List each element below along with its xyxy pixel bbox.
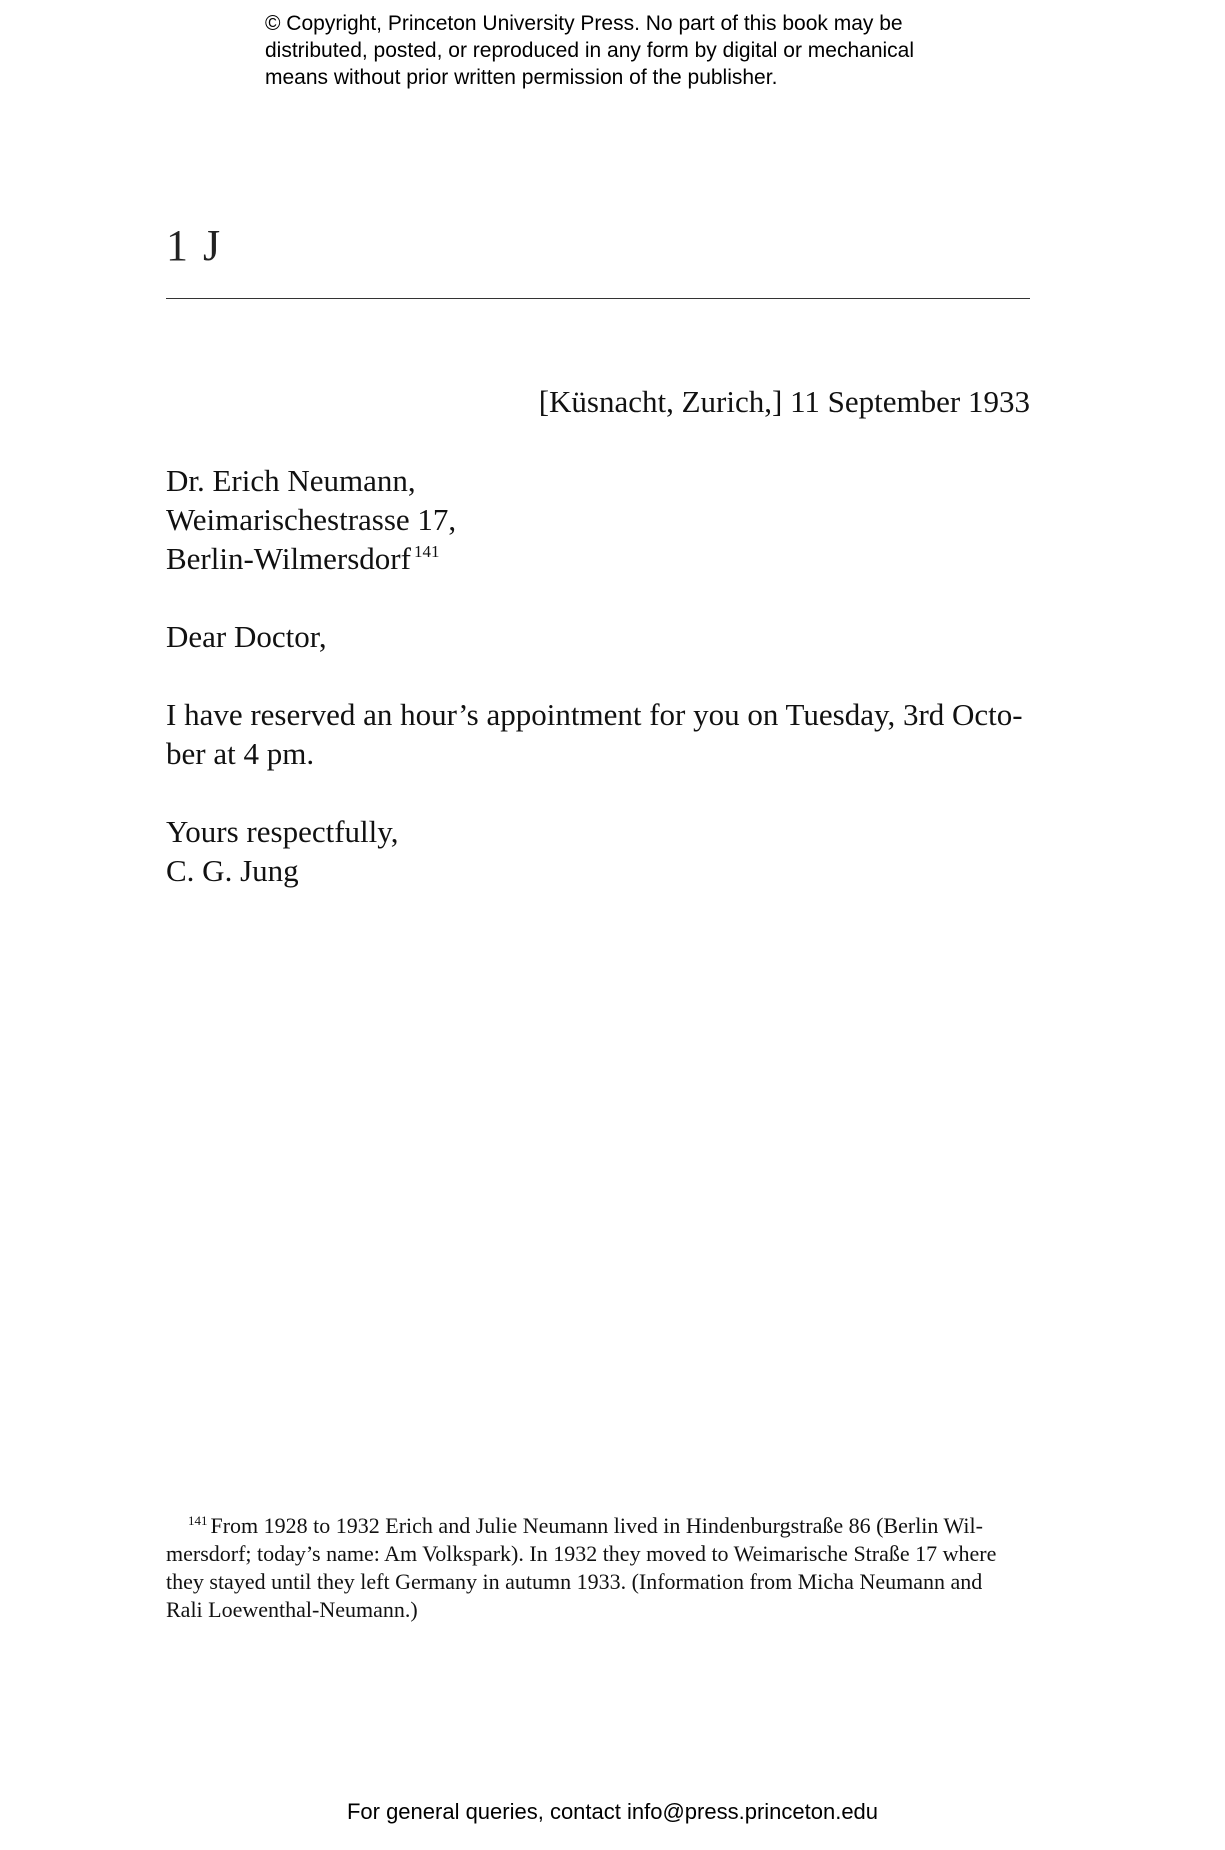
footnote-reference[interactable]: 141 bbox=[413, 542, 440, 561]
addressee-city: Berlin-Wilmersdorf bbox=[166, 541, 411, 576]
letter-salutation: Dear Doctor, bbox=[166, 619, 327, 654]
letter-closing-block bbox=[166, 812, 399, 890]
copyright-notice bbox=[265, 10, 1025, 91]
addressee-city-line bbox=[166, 539, 456, 578]
letter-closing: Yours respectfully, bbox=[166, 814, 399, 849]
letter-body-line-2: ber at 4 pm. bbox=[166, 736, 315, 771]
letter-dateline: [Küsnacht, Zurich,] 11 September 1933 bbox=[538, 384, 1030, 419]
footnote-block bbox=[166, 1512, 1032, 1624]
letter-signature: C. G. Jung bbox=[166, 853, 299, 888]
footnote-line-2: mersdorf; today’s name: Am Volkspark). In 1932 they moved to Weimarische Straße 17 where bbox=[166, 1541, 997, 1566]
footnote-line-4: Rali Loewenthal-Neumann.) bbox=[166, 1597, 418, 1622]
footnote-line-1 bbox=[166, 1512, 1032, 1540]
footnote-marker: 141 bbox=[188, 1513, 208, 1528]
copyright-line-3: means without prior written permission of the publisher. bbox=[265, 66, 778, 89]
addressee-street: Weimarischestrasse 17, bbox=[166, 502, 457, 537]
letter-number-heading: 1 J bbox=[166, 221, 223, 270]
addressee-name: Dr. Erich Neumann, bbox=[166, 463, 416, 498]
heading-divider bbox=[166, 298, 1030, 299]
letter-body-line-1: I have reserved an hour’s appointment for you on Tuesday, 3rd Octo- bbox=[166, 697, 1023, 732]
letter-body bbox=[166, 695, 1030, 773]
contact-footer: For general queries, contact info@press.princeton.edu bbox=[346, 1799, 879, 1824]
copyright-line-1: © Copyright, Princeton University Press. No part of this book may be bbox=[265, 12, 903, 35]
addressee-block bbox=[166, 461, 456, 578]
copyright-line-2: distributed, posted, or reproduced in any form by digital or mechanical bbox=[265, 39, 915, 62]
footnote-line-3: they stayed until they left Germany in autumn 1933. (Information from Micha Neumann and bbox=[166, 1569, 983, 1594]
footnote-text-1: From 1928 to 1932 Erich and Julie Neumann lived in Hindenburgstraße 86 (Berlin Wil- bbox=[210, 1513, 983, 1538]
